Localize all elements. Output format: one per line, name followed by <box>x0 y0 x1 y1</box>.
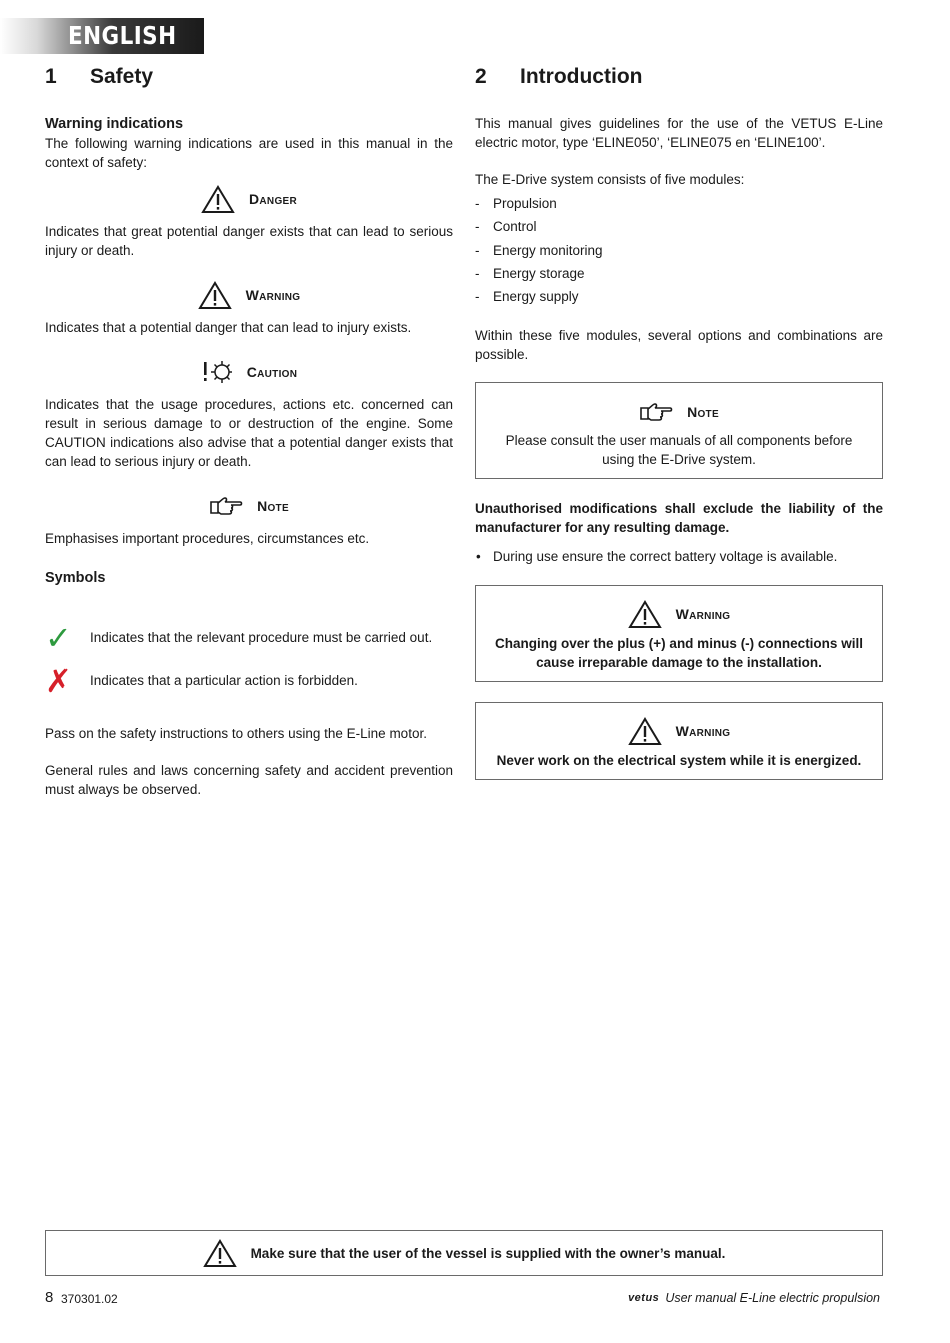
cross-icon: ✗ <box>45 662 72 699</box>
safety-section <box>45 62 453 799</box>
check-icon: ✓ <box>45 619 72 656</box>
modules-intro: The E-Drive system consists of five modules: <box>475 172 745 187</box>
options-text: Within these five modules, several options and combinations are possible. <box>475 328 883 363</box>
liability-text: Unauthorised modifications shall exclude the liability of the manufacturer for any resulting damage. <box>475 501 883 536</box>
caution-label: Caution <box>246 363 298 380</box>
warning-box-2-text: Never work on the electrical system while it is energized. <box>496 752 862 768</box>
warning-box-1-text: Changing over the plus (+) and minus (-) connections will cause irreparable damage to the installation. <box>495 635 863 670</box>
list-item: • During use ensure the correct battery voltage is available. <box>475 547 883 570</box>
introduction-intro: This manual gives guidelines for the use of the VETUS E-Line electric motor, type ‘ELINE050’, ‘ELINE075 en ‘ELINE100’. <box>475 116 883 150</box>
safety-number: 1 <box>45 65 57 88</box>
list-item: - Energy supply <box>475 287 883 310</box>
warning-box-2-signal <box>488 717 870 747</box>
warning-triangle-icon <box>198 281 232 310</box>
warning-signal <box>45 280 453 310</box>
introduction-title: Introduction <box>520 65 643 88</box>
closing-text-1: Pass on the safety instructions to others using the E-Line motor. <box>45 726 427 741</box>
note-box-label: Note <box>687 403 719 420</box>
modules-list <box>475 194 883 310</box>
warning-triangle-icon <box>628 717 662 746</box>
warning-text: Indicates that a potential danger that can lead to injury exists. <box>45 320 412 335</box>
warning-box-1-label: Warning <box>675 606 731 623</box>
cross-text: Indicates that a particular action is forbidden. <box>90 673 358 688</box>
pointing-hand-icon <box>639 401 673 423</box>
symbol-check-row <box>45 616 453 659</box>
warning-label: Warning <box>245 286 301 303</box>
list-item: - Control <box>475 217 883 240</box>
note-box <box>475 382 883 479</box>
note-text: Emphasises important procedures, circumstances etc. <box>45 531 370 546</box>
safety-title: Safety <box>90 65 154 88</box>
manual-title: User manual E-Line electric propulsion <box>665 1291 880 1305</box>
document-number: 370301.02 <box>61 1292 118 1306</box>
check-text: Indicates that the relevant procedure must be carried out. <box>90 630 433 645</box>
symbols-heading: Symbols <box>45 570 106 586</box>
introduction-section <box>475 62 883 800</box>
warning-box-2-label: Warning <box>675 723 731 740</box>
warning-triangle-icon <box>628 600 662 629</box>
danger-label: Danger <box>248 190 298 207</box>
note-label: Note <box>257 497 289 514</box>
introduction-heading <box>475 62 883 92</box>
pointing-hand-icon <box>209 495 243 517</box>
note-box-signal <box>488 397 870 427</box>
language-tab <box>0 18 204 54</box>
closing-text-2: General rules and laws concerning safety and accident prevention must always be observed. <box>45 763 453 797</box>
list-item: - Energy monitoring <box>475 241 883 264</box>
list-item: - Propulsion <box>475 194 883 217</box>
owner-manual-notice-text: Make sure that the user of the vessel is supplied with the owner’s manual. <box>250 1245 726 1261</box>
note-box-text: Please consult the user manuals of all components before using the E-Drive system. <box>505 433 853 468</box>
warning-triangle-icon <box>201 185 235 214</box>
danger-signal <box>45 184 453 214</box>
caution-text: Indicates that the usage procedures, actions etc. concerned can result in serious damage to or destruction of the engine. Some CAUTION indications also advise that a potential danger exists that can lead to serious injury or death. <box>45 397 453 469</box>
note-signal <box>45 491 453 521</box>
vetus-logo: vetus <box>628 1292 660 1304</box>
usage-bullets <box>475 547 883 570</box>
warning-triangle-icon <box>203 1239 237 1268</box>
footer-branding <box>628 1289 880 1308</box>
symbol-cross-row <box>45 659 453 702</box>
page-number: 8 <box>45 1289 54 1306</box>
danger-text: Indicates that great potential danger exists that can lead to serious injury or death. <box>45 224 453 258</box>
warning-box-1-signal <box>488 600 870 630</box>
caution-gear-icon <box>201 358 233 386</box>
list-item: - Energy storage <box>475 264 883 287</box>
warning-box-1 <box>475 585 883 682</box>
owner-manual-notice <box>45 1230 883 1276</box>
caution-signal <box>45 357 453 387</box>
warning-indications-heading: Warning indications <box>45 116 184 132</box>
warning-box-2 <box>475 702 883 780</box>
introduction-number: 2 <box>475 65 487 88</box>
language-tab-label: ENGLISH <box>68 21 177 50</box>
safety-heading <box>45 62 453 92</box>
warning-indications-intro: The following warning indications are used in this manual in the context of safety: <box>45 136 453 170</box>
